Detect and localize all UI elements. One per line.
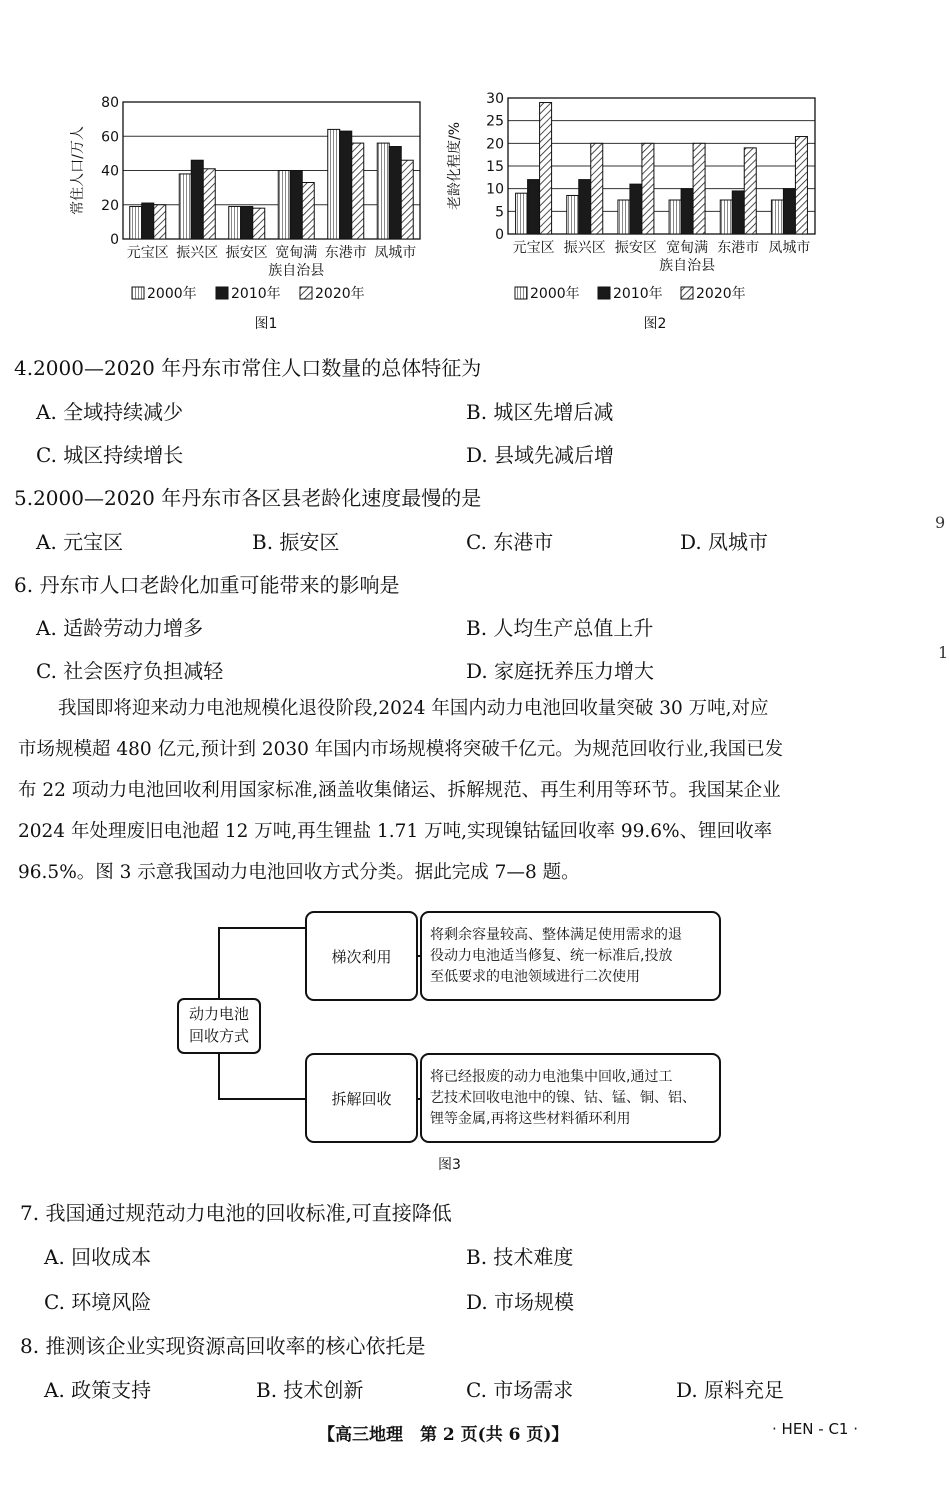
y-tick-label: 30 (486, 91, 504, 107)
bar-2010年-元宝区 (528, 180, 540, 234)
branch-1-label: 梯次利用 (331, 948, 392, 966)
branch-1-desc-line-3: 至低要求的电池领域进行二次使用 (430, 969, 640, 985)
bar-2020年-振安区 (253, 208, 265, 239)
bar-2000年-元宝区 (516, 193, 528, 234)
bar-2020年-振兴区 (203, 169, 215, 239)
x-category-sublabel: 族自治县 (268, 263, 325, 279)
bar-2000年-振兴区 (179, 174, 191, 239)
bar-2000年-宽甸满族自治县 (669, 200, 681, 234)
question-7-option-a[interactable]: A. 回收成本 (44, 1245, 152, 1269)
question-6-option-a[interactable]: A. 适龄劳动力增多 (36, 616, 204, 640)
branch-1-desc-line-2: 役动力电池适当修复、统一标准后,投放 (430, 948, 673, 964)
branch-2-desc-line-1: 将已经报废的动力电池集中回收,通过工 (430, 1069, 673, 1085)
passage-line-4: 2024 年处理废旧电池超 12 万吨,再生锂盐 1.71 万吨,实现镍钴锰回收率 99.6%、锂回收率 (18, 821, 773, 842)
y-tick-label: 0 (495, 227, 504, 243)
bar-2010年-宽甸满族自治县 (290, 171, 302, 240)
legend-label: 2000年 (147, 286, 197, 302)
connector-to-branch-1 (218, 927, 306, 929)
question-4-option-d[interactable]: D. 县域先减后增 (466, 443, 615, 467)
bar-2010年-东港市 (340, 131, 352, 239)
x-category-label: 凤城市 (768, 240, 811, 256)
legend-swatch (681, 287, 693, 299)
question-6-option-d[interactable]: D. 家庭抚养压力增大 (466, 659, 655, 683)
question-6-stem: 6. 丹东市人口老龄化加重可能带来的影响是 (14, 573, 400, 597)
x-category-label: 振安区 (225, 245, 268, 261)
figure-1-chart (60, 90, 450, 340)
question-5-option-c[interactable]: C. 东港市 (466, 530, 554, 554)
legend-label: 2010年 (613, 286, 663, 302)
bar-2000年-东港市 (720, 200, 732, 234)
y-tick-label: 10 (486, 181, 504, 198)
passage-line-1: 我国即将迎来动力电池规模化退役阶段,2024 年国内动力电池回收量突破 30 万吨,对应 (58, 698, 769, 719)
question-6-option-c[interactable]: C. 社会医疗负担减轻 (36, 659, 224, 683)
bar-2020年-凤城市 (795, 137, 807, 234)
connector-vertical-bottom (218, 1052, 220, 1100)
y-tick-label: 80 (101, 95, 119, 111)
bar-2020年-凤城市 (401, 160, 413, 239)
root-label-line-2: 回收方式 (188, 1027, 249, 1045)
bar-2020年-宽甸满族自治县 (302, 182, 314, 239)
passage-line-2: 市场规模超 480 亿元,预计到 2030 年国内市场规模将突破千亿元。为规范回收行业,我国已发 (18, 739, 784, 760)
legend-label: 2010年 (231, 286, 281, 302)
y-tick-label: 20 (101, 197, 119, 214)
footer-code: · HEN - C1 · (772, 1420, 859, 1438)
y-axis-label: 老龄化程度/% (447, 121, 463, 211)
question-7-option-d[interactable]: D. 市场规模 (466, 1290, 575, 1314)
x-category-label: 宽甸满 (666, 240, 709, 256)
x-category-label: 宽甸满 (275, 245, 318, 261)
bar-2020年-宽甸满族自治县 (693, 143, 705, 234)
bar-2000年-宽甸满族自治县 (278, 171, 290, 240)
bar-2010年-凤城市 (389, 147, 401, 239)
bar-2020年-元宝区 (540, 103, 552, 234)
question-7-stem: 7. 我国通过规范动力电池的回收标准,可直接降低 (20, 1201, 452, 1225)
question-8-option-b[interactable]: B. 技术创新 (256, 1378, 364, 1402)
bar-2000年-振安区 (229, 206, 241, 239)
x-category-label: 东港市 (717, 240, 760, 256)
passage (18, 688, 873, 893)
branch-2-label: 拆解回收 (331, 1090, 392, 1108)
question-4-option-b[interactable]: B. 城区先增后减 (466, 400, 614, 424)
bar-2010年-振安区 (241, 206, 253, 239)
question-6-option-b[interactable]: B. 人均生产总值上升 (466, 616, 654, 640)
question-7-option-b[interactable]: B. 技术难度 (466, 1245, 574, 1269)
legend-swatch (132, 287, 144, 299)
legend-label: 2000年 (530, 286, 580, 302)
x-category-label: 凤城市 (374, 245, 417, 261)
figure-3-caption: 图3 (438, 1157, 461, 1173)
bar-2010年-振安区 (630, 184, 642, 234)
legend-swatch (598, 287, 610, 299)
bar-2000年-凤城市 (377, 143, 389, 239)
question-8-option-a[interactable]: A. 政策支持 (44, 1378, 152, 1402)
y-axis-label: 常住人口/万人 (70, 126, 86, 215)
question-8-stem: 8. 推测该企业实现资源高回收率的核心依托是 (20, 1334, 426, 1358)
branch-2-desc (430, 1067, 720, 1130)
y-tick-label: 15 (486, 159, 504, 175)
question-5-option-a[interactable]: A. 元宝区 (36, 530, 124, 554)
bar-2010年-东港市 (732, 191, 744, 234)
y-tick-label: 25 (486, 113, 504, 130)
edge-mark-1: 9 (935, 513, 946, 532)
legend-swatch (216, 287, 228, 299)
bar-2010年-振兴区 (191, 160, 203, 239)
bar-2020年-振兴区 (591, 143, 603, 234)
y-tick-label: 40 (101, 163, 119, 180)
branch-2-desc-line-2: 艺技术回收电池中的镍、钴、锰、铜、铝、 (430, 1090, 696, 1106)
x-category-label: 元宝区 (126, 245, 169, 261)
x-category-sublabel: 族自治县 (659, 258, 716, 274)
question-5-option-d[interactable]: D. 凤城市 (680, 530, 769, 554)
x-category-label: 东港市 (324, 245, 367, 261)
bar-2000年-振安区 (618, 200, 630, 234)
passage-line-5: 96.5%。图 3 示意我国动力电池回收方式分类。据此完成 7—8 题。 (18, 862, 580, 883)
bar-2020年-元宝区 (154, 205, 166, 239)
bar-2020年-东港市 (352, 143, 364, 239)
root-label-line-1: 动力电池 (188, 1005, 249, 1023)
question-4-stem: 4.2000—2020 年丹东市常住人口数量的总体特征为 (14, 356, 482, 380)
branch-1-desc-line-1: 将剩余容量较高、整体满足使用需求的退 (430, 927, 682, 943)
y-tick-label: 0 (110, 232, 119, 248)
question-5-option-b[interactable]: B. 振安区 (252, 530, 340, 554)
x-category-label: 振安区 (614, 240, 657, 256)
question-8-option-c[interactable]: C. 市场需求 (466, 1378, 574, 1402)
x-category-label: 振兴区 (563, 240, 606, 256)
legend-label: 2020年 (315, 286, 365, 302)
y-tick-label: 5 (495, 204, 504, 221)
bar-2010年-宽甸满族自治县 (681, 189, 693, 234)
branch-2-desc-line-3: 锂等金属,再将这些材料循环利用 (430, 1111, 631, 1127)
bar-2010年-振兴区 (579, 180, 591, 234)
bar-2020年-东港市 (744, 148, 756, 234)
question-7-option-c[interactable]: C. 环境风险 (44, 1290, 152, 1314)
figure-caption: 图1 (254, 316, 278, 332)
bar-2000年-元宝区 (130, 206, 142, 239)
figure-caption: 图2 (643, 316, 667, 332)
bar-2010年-元宝区 (142, 203, 154, 239)
bar-2000年-东港市 (328, 129, 340, 239)
branch-1-desc (430, 925, 720, 988)
question-5-stem: 5.2000—2020 年丹东市各区县老龄化速度最慢的是 (14, 486, 482, 510)
question-8-option-d[interactable]: D. 原料充足 (676, 1378, 785, 1402)
passage-line-3: 布 22 项动力电池回收利用国家标准,涵盖收集储运、拆解规范、再生利用等环节。我国某企业 (18, 780, 781, 801)
bar-2010年-凤城市 (783, 189, 795, 234)
footer-page-info: 【高三地理 第 2 页(共 6 页)】 (318, 1425, 569, 1445)
connector-to-branch-2 (218, 1098, 306, 1100)
legend-swatch (300, 287, 312, 299)
question-4-option-c[interactable]: C. 城区持续增长 (36, 443, 184, 467)
y-tick-label: 60 (101, 129, 119, 146)
legend-swatch (515, 287, 527, 299)
edge-mark-2: 1 (938, 643, 949, 662)
question-4-option-a[interactable]: A. 全域持续减少 (36, 400, 184, 424)
bar-2000年-振兴区 (567, 195, 579, 234)
y-tick-label: 20 (486, 136, 504, 153)
bar-2020年-振安区 (642, 143, 654, 234)
bar-2000年-凤城市 (771, 200, 783, 234)
root-label (177, 1003, 261, 1047)
x-category-label: 元宝区 (512, 240, 555, 256)
figure-2-chart (445, 88, 845, 338)
legend-label: 2020年 (696, 286, 746, 302)
x-category-label: 振兴区 (176, 245, 219, 261)
